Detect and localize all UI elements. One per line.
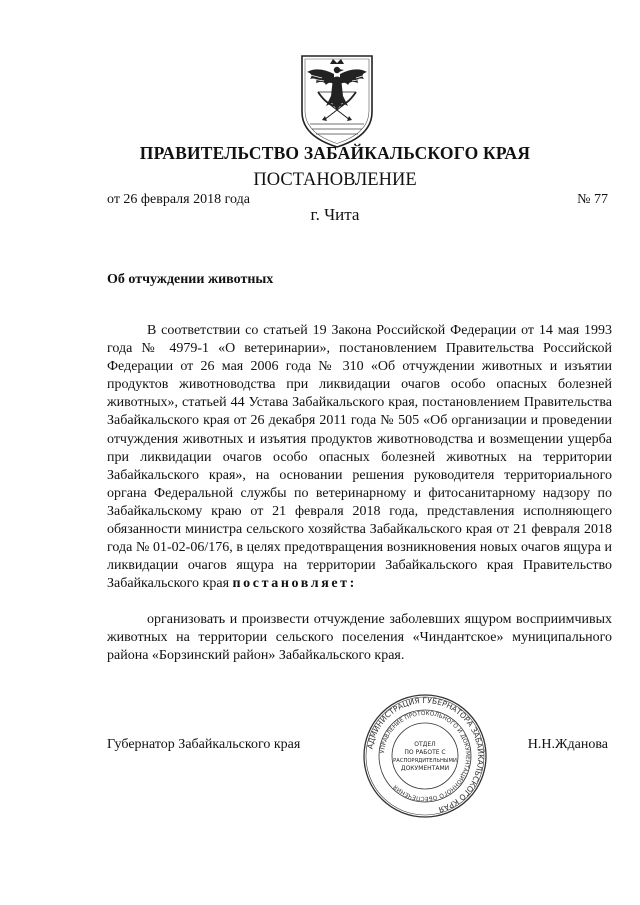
preamble-paragraph [107, 322, 612, 593]
seal-outer-textpath: АДМИНИСТРАЦИЯ ГУБЕРНАТОРА ЗАБАЙКАЛЬСКОГО КРАЯ [365, 695, 486, 815]
decree-colon: : [349, 576, 357, 592]
decree-word: постановляет [232, 576, 350, 592]
document-city: г. Чита [310, 205, 360, 224]
organization-title: ПРАВИТЕЛЬСТВО ЗАБАЙКАЛЬСКОГО КРАЯ [139, 143, 531, 163]
document-type: ПОСТАНОВЛЕНИЕ [253, 170, 417, 190]
official-seal-stamp [362, 693, 488, 819]
order-paragraph: организовать и произвести отчуждение заболевших ящуром восприимчивых животных на территории сельского поселения «Чиндантское» муниципального района «Борзинский район» Забайкальского края. [107, 612, 612, 664]
document-subject: Об отчуждении животных [107, 272, 274, 287]
document-date: от 26 февраля 2018 года [107, 192, 250, 207]
seal-center-line: ОТДЕЛ [414, 741, 436, 748]
seal-center-line: ПО РАБОТЕ С [404, 749, 446, 756]
coat-of-arms-emblem [296, 50, 378, 150]
seal-center-line: РАСПОРЯДИТЕЛЬНЫМИ [393, 758, 457, 764]
seal-center-line: ДОКУМЕНТАМИ [400, 765, 450, 772]
document-number: № 77 [577, 192, 608, 207]
preamble-text: В соответствии со статьей 19 Закона Российской Федерации от 14 мая 1993 года № 4979-1 «О ветеринарии», постановлением Правительства Российской Федерации от 26 мая 2006 года № 310 «Об отчуждении животных и изъятии продуктов животноводства при ликвидации очагов особо опасных болезней животных», статьей 44 Устава Забайкальского края, постановлением Правительства Забайкальского края от 26 декабря 2011 года № 505 «Об организации и проведении отчуждения животных и изъятия продуктов животноводства и возмещении ущерба при ликвидации очагов особо опасных болезней животных на территории Забайкальского края», на основании решения руководителя территориального органа Федеральной службы по ветеринарному и фитосанитарному надзору по Забайкальскому краю от 21 февраля 2018 года, представления исполняющего обязанности министра сельского хозяйства Забайкальского края от 21 февраля 2018 года № 01-02-06/176, в целях предотвращения возникновения новых очагов ящура и ликвидации очагов ящура на территории Забайкальского края Правительство Забайкальского края [107, 323, 612, 592]
signatory-position: Губернатор Забайкальского края [107, 737, 301, 752]
signatory-name: Н.Н.Жданова [527, 737, 608, 752]
seal-inner-textpath: УПРАВЛЕНИЕ ПРОТОКОЛЬНОГО И ДОКУМЕНТАЦИОННОГО ОБЕСПЕЧЕНИЯ [380, 710, 471, 802]
